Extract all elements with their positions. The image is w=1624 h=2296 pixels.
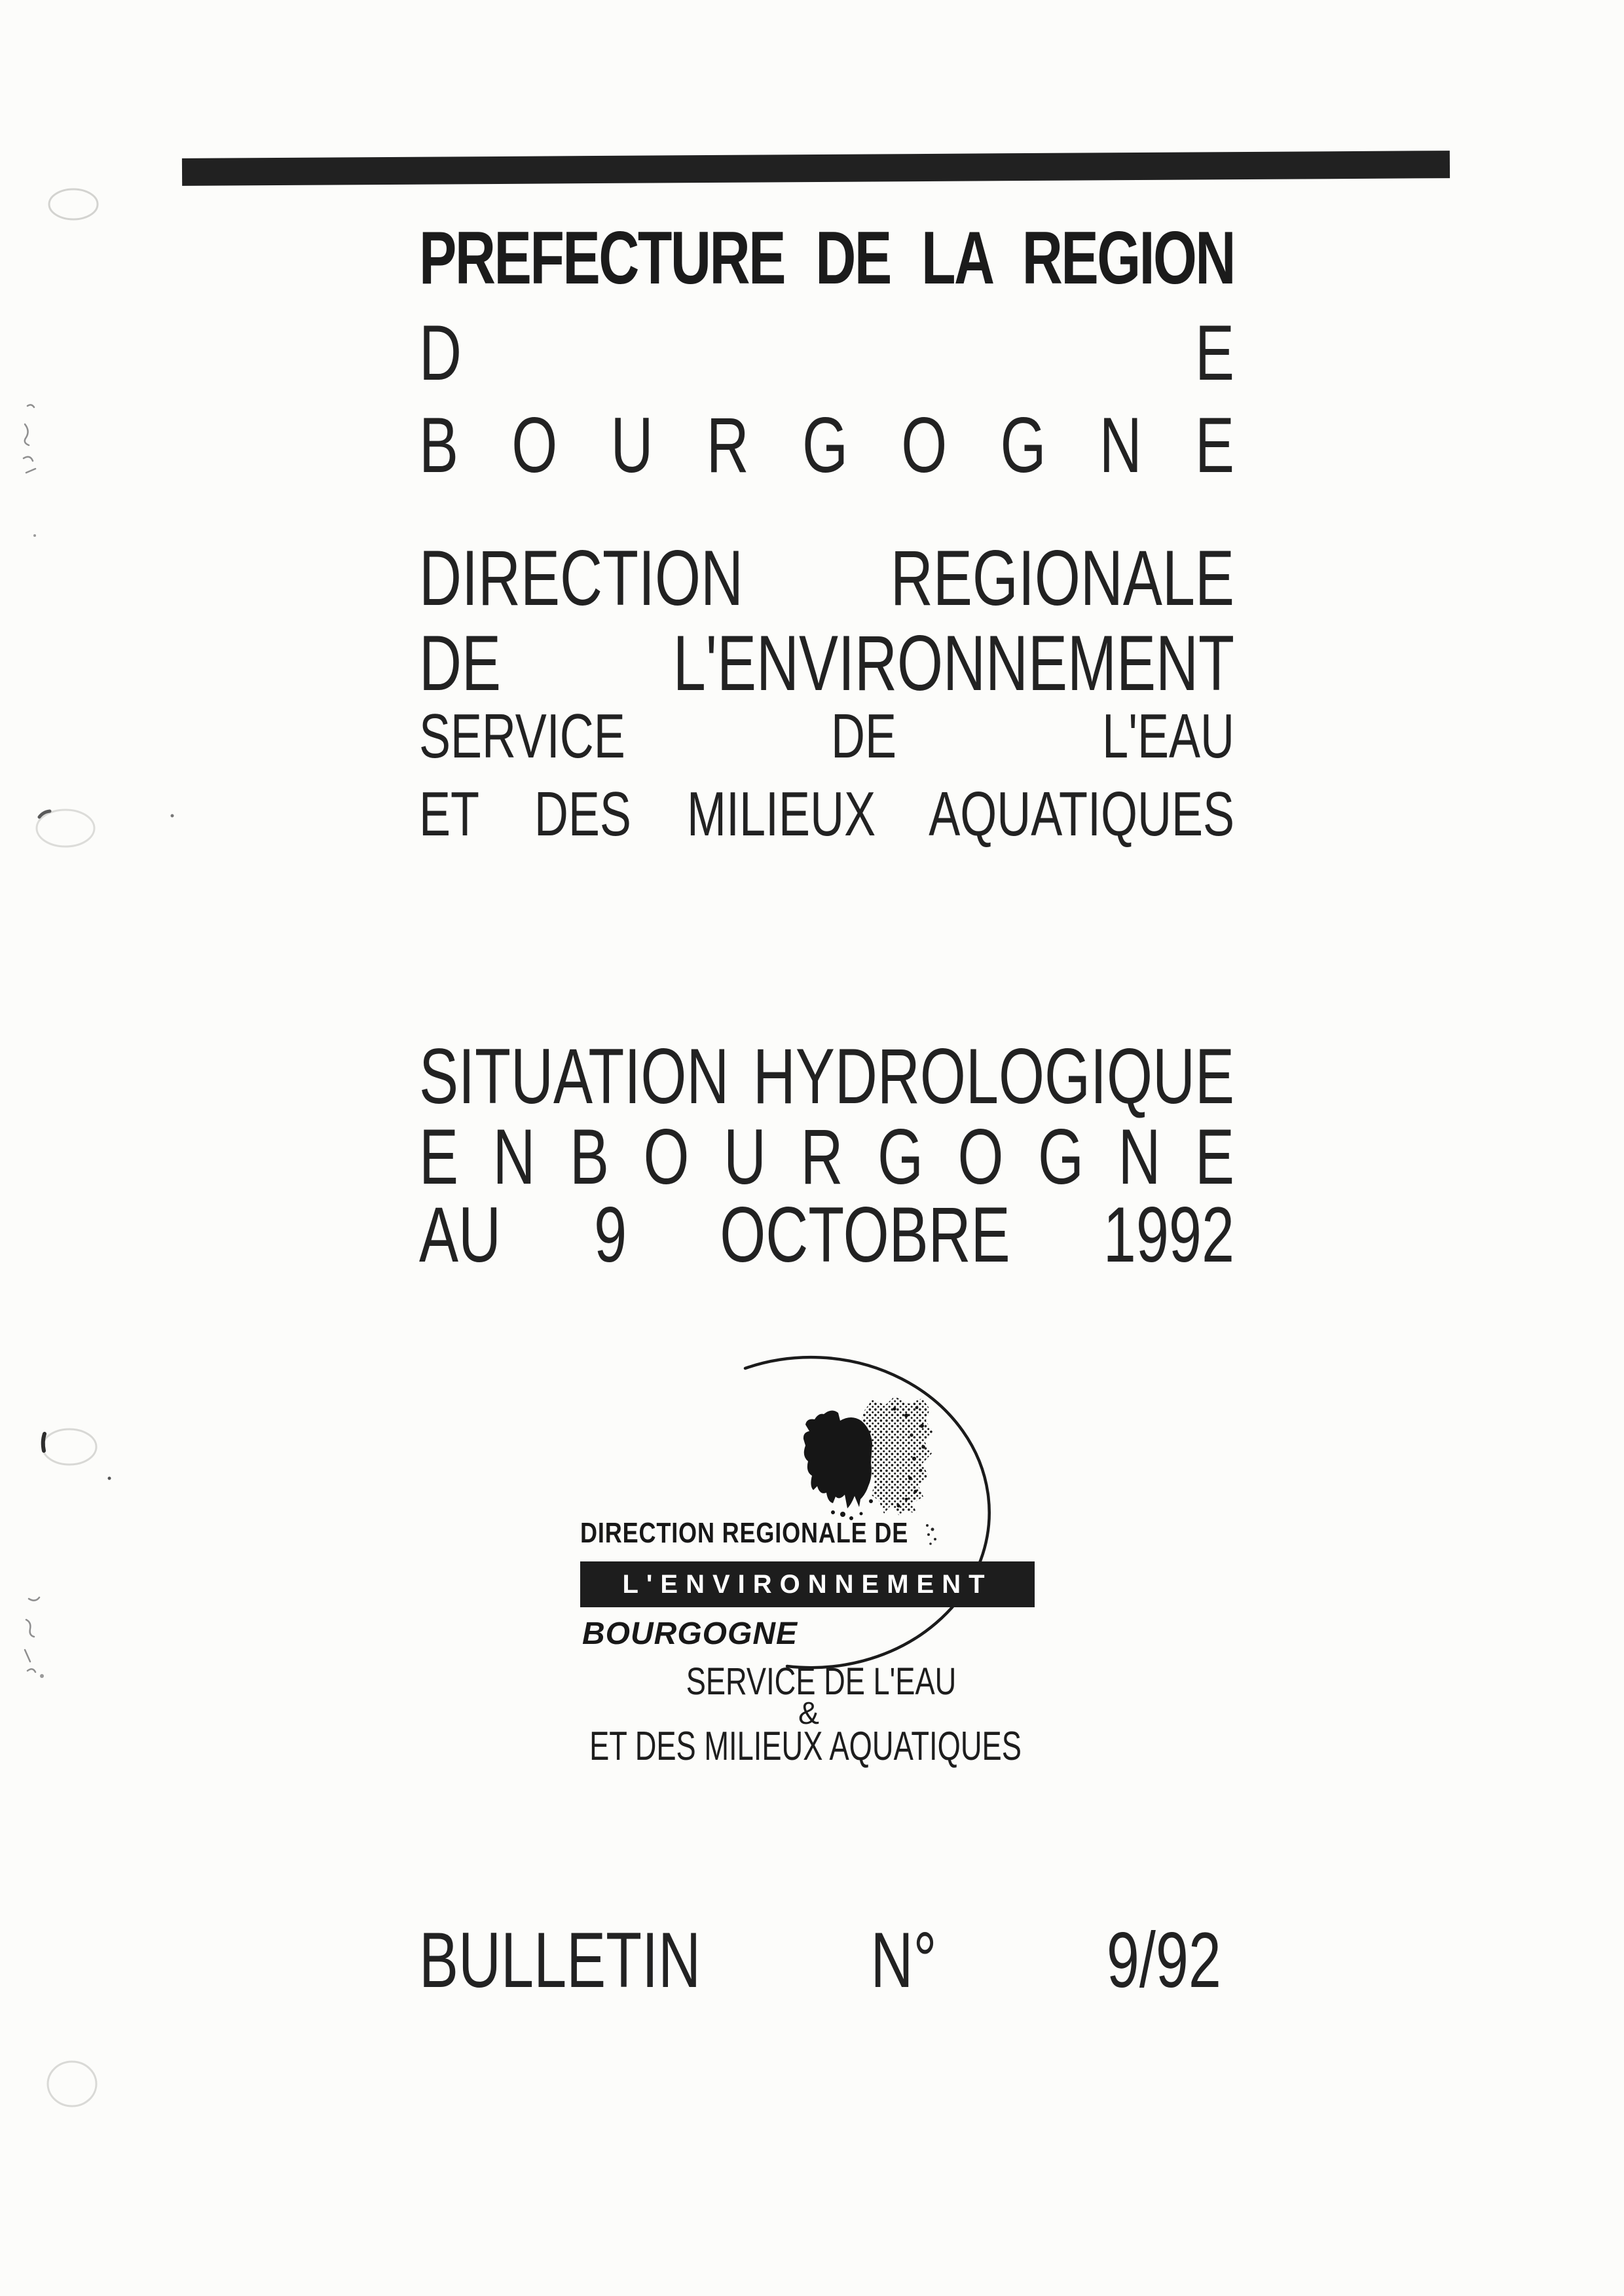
issuer-line-milieux-aquatiques: ET DES MILIEUX AQUATIQUES (419, 779, 1234, 850)
logo-direction-regionale-label: DIRECTION REGIONALE DE (580, 1517, 909, 1549)
masthead-line-prefecture: PREFECTURE DE LA REGION (419, 216, 1234, 301)
hole-punch-bottom-icon (48, 2062, 96, 2106)
hole-punch-upper-middle-icon (37, 810, 174, 847)
logo-environnement-banner-label: L'ENVIRONNEMENT (622, 1570, 993, 1599)
logo-environnement-banner (580, 1561, 1035, 1607)
hole-punch-top-icon (49, 189, 98, 219)
pen-mark-lower (25, 1597, 44, 1678)
issuer-line-environnement: DE L'ENVIRONNEMENT (419, 620, 1234, 708)
logo-bourgogne-label: BOURGOGNE (582, 1616, 798, 1651)
logo-service-eau-label: SERVICE DE L'EAU (686, 1660, 957, 1703)
logo-ampersand: & (798, 1696, 819, 1731)
title-line-situation: SITUATION HYDROLOGIQUE (419, 1033, 1234, 1121)
ink-speck-cluster (926, 1524, 936, 1545)
bulletin-number-line: BULLETIN N° 9/92 (419, 1917, 1221, 2005)
pen-mark-upper (24, 405, 36, 537)
title-line-date: AU 9 OCTOBRE 1992 (419, 1192, 1234, 1279)
title-line-en-bourgogne: E N B O U R G O G N E (419, 1114, 1234, 1201)
masthead-line-de: D E (419, 310, 1234, 397)
logo-milieux-aquatiques-label: ET DES MILIEUX AQUATIQUES (589, 1724, 1022, 1769)
ink-splash-icon (803, 1410, 873, 1520)
issuer-line-service-eau: SERVICE DE L'EAU (419, 701, 1234, 772)
issuer-line-direction-regionale: DIRECTION REGIONALE (419, 535, 1234, 623)
hole-punch-lower-middle-icon (43, 1429, 111, 1480)
masthead-line-bourgogne: B O U R G O G N E (419, 402, 1234, 490)
